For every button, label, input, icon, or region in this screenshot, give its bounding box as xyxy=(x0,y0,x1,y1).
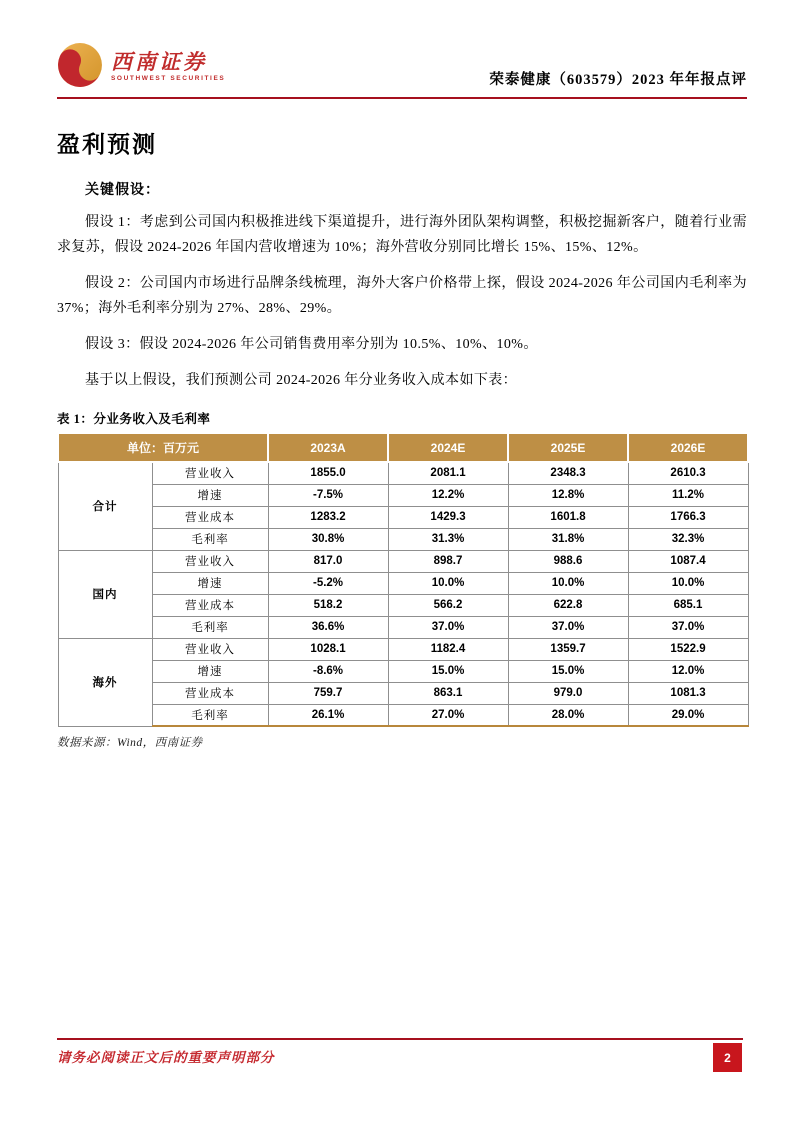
unit-header-cell: 单位：百万元 xyxy=(58,433,268,462)
brand-name-cn: 西南证券 xyxy=(111,50,207,75)
brand-name-en: SOUTHWEST SECURITIES xyxy=(111,75,226,83)
value-cell: 898.7 xyxy=(388,550,508,572)
value-cell: 29.0% xyxy=(628,704,748,726)
table-caption: 表 1：分业务收入及毛利率 xyxy=(57,412,211,426)
assumption-paragraph-2: 假设 2：公司国内市场进行品牌条线梳理，海外大客户价格带上探，假设 2024-2026 年公司国内毛利率为 37%；海外毛利率分别为 27%、28%、29%。 xyxy=(57,276,747,316)
table-row xyxy=(58,616,748,638)
value-cell: 2348.3 xyxy=(508,462,628,484)
metric-label: 毛利率 xyxy=(152,528,268,550)
page-number-badge: 2 xyxy=(713,1043,742,1072)
value-cell: 1359.7 xyxy=(508,638,628,660)
value-cell: 27.0% xyxy=(388,704,508,726)
metric-label: 毛利率 xyxy=(152,704,268,726)
page-header xyxy=(57,42,747,99)
assumption-paragraph-3: 假设 3：假设 2024-2026 年公司销售费用率分别为 10.5%、10%、10%。 xyxy=(85,337,538,352)
value-cell: 1087.4 xyxy=(628,550,748,572)
value-cell: 1028.1 xyxy=(268,638,388,660)
value-cell: 37.0% xyxy=(508,616,628,638)
value-cell: 1522.9 xyxy=(628,638,748,660)
value-cell: 1429.3 xyxy=(388,506,508,528)
year-header-2024e: 2024E xyxy=(388,433,508,462)
value-cell: 1766.3 xyxy=(628,506,748,528)
footer-rule xyxy=(57,1038,743,1040)
value-cell: -5.2% xyxy=(268,572,388,594)
value-cell: 1283.2 xyxy=(268,506,388,528)
table-row xyxy=(58,704,748,726)
value-cell: 518.2 xyxy=(268,594,388,616)
table-row xyxy=(58,484,748,506)
value-cell: 1601.8 xyxy=(508,506,628,528)
value-cell: 28.0% xyxy=(508,704,628,726)
value-cell: -8.6% xyxy=(268,660,388,682)
main-content xyxy=(57,126,747,750)
brand-logo xyxy=(57,42,225,93)
metric-label: 增速 xyxy=(152,484,268,506)
value-cell: 32.3% xyxy=(628,528,748,550)
value-cell: -7.5% xyxy=(268,484,388,506)
value-cell: 1855.0 xyxy=(268,462,388,484)
value-cell: 15.0% xyxy=(508,660,628,682)
value-cell: 15.0% xyxy=(388,660,508,682)
metric-label: 毛利率 xyxy=(152,616,268,638)
value-cell: 12.8% xyxy=(508,484,628,506)
table-row xyxy=(58,528,748,550)
value-cell: 10.0% xyxy=(508,572,628,594)
value-cell: 10.0% xyxy=(388,572,508,594)
metric-label: 增速 xyxy=(152,572,268,594)
value-cell: 817.0 xyxy=(268,550,388,572)
report-title: 荣泰健康（603579）2023 年年报点评 xyxy=(489,72,747,88)
metric-label: 营业收入 xyxy=(152,550,268,572)
table-row xyxy=(58,682,748,704)
key-assumptions-label: 关键假设： xyxy=(85,183,160,198)
value-cell: 31.8% xyxy=(508,528,628,550)
group-label-total: 合计 xyxy=(58,462,152,550)
metric-label: 增速 xyxy=(152,660,268,682)
value-cell: 36.6% xyxy=(268,616,388,638)
value-cell: 566.2 xyxy=(388,594,508,616)
value-cell: 10.0% xyxy=(628,572,748,594)
group-label-overseas: 海外 xyxy=(58,638,152,726)
metric-label: 营业成本 xyxy=(152,506,268,528)
brand-logo-icon xyxy=(57,42,103,93)
value-cell: 622.8 xyxy=(508,594,628,616)
value-cell: 26.1% xyxy=(268,704,388,726)
value-cell: 685.1 xyxy=(628,594,748,616)
section-title: 盈利预测 xyxy=(57,132,157,157)
footer-disclaimer: 请务必阅读正文后的重要声明部分 xyxy=(57,1050,275,1065)
value-cell: 37.0% xyxy=(628,616,748,638)
year-header-2023a: 2023A xyxy=(268,433,388,462)
metric-label: 营业成本 xyxy=(152,682,268,704)
metric-label: 营业收入 xyxy=(152,638,268,660)
table-row xyxy=(58,506,748,528)
value-cell: 31.3% xyxy=(388,528,508,550)
value-cell: 863.1 xyxy=(388,682,508,704)
forecast-table xyxy=(57,432,749,727)
value-cell: 12.2% xyxy=(388,484,508,506)
table-row xyxy=(58,594,748,616)
value-cell: 37.0% xyxy=(388,616,508,638)
value-cell: 1081.3 xyxy=(628,682,748,704)
group-label-domestic: 国内 xyxy=(58,550,152,638)
assumption-paragraph-1: 假设 1：考虑到公司国内积极推进线下渠道提升，进行海外团队架构调整，积极挖掘新客户，随着行业需求复苏，假设 2024-2026 年国内营收增速为 10%；海外营收分别同比增长 15%、15%、12%。 xyxy=(57,215,747,255)
value-cell: 12.0% xyxy=(628,660,748,682)
table-intro-paragraph: 基于以上假设，我们预测公司 2024-2026 年分业务收入成本如下表： xyxy=(85,373,518,388)
table-row xyxy=(58,462,748,484)
table-header-row xyxy=(58,433,748,462)
header-rule xyxy=(57,97,747,99)
value-cell: 2081.1 xyxy=(388,462,508,484)
data-source-note: 数据来源：Wind，西南证券 xyxy=(57,737,203,749)
table-row xyxy=(58,638,748,660)
value-cell: 988.6 xyxy=(508,550,628,572)
year-header-2025e: 2025E xyxy=(508,433,628,462)
value-cell: 11.2% xyxy=(628,484,748,506)
value-cell: 2610.3 xyxy=(628,462,748,484)
value-cell: 1182.4 xyxy=(388,638,508,660)
year-header-2026e: 2026E xyxy=(628,433,748,462)
value-cell: 30.8% xyxy=(268,528,388,550)
metric-label: 营业收入 xyxy=(152,462,268,484)
table-row xyxy=(58,572,748,594)
table-row xyxy=(58,660,748,682)
value-cell: 759.7 xyxy=(268,682,388,704)
value-cell: 979.0 xyxy=(508,682,628,704)
metric-label: 营业成本 xyxy=(152,594,268,616)
table-row xyxy=(58,550,748,572)
